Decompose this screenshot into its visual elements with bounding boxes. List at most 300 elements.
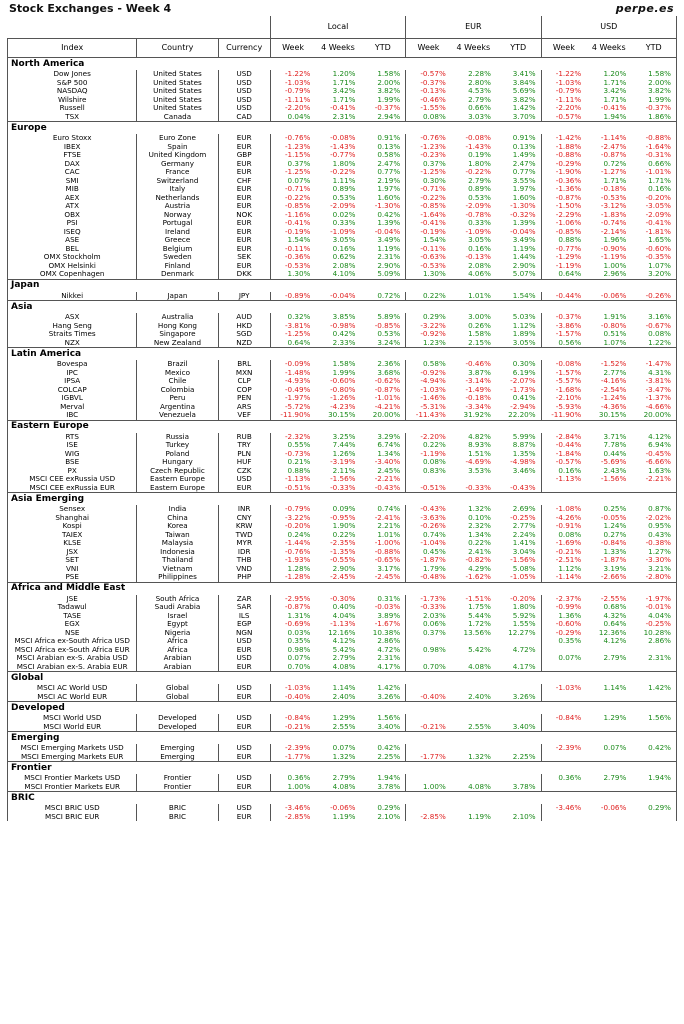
eur-week-cell: -0.19% [406,228,451,237]
table-row [8,386,677,395]
eur-week-cell: 0.29% [406,313,451,322]
usd-4weeks-cell: 4.12% [603,637,627,645]
local-week-cell: -1.48% [270,369,315,378]
usd-ytd-cell: 0.66% [631,160,676,169]
currency-cell: USD [218,104,270,113]
usd-4weeks-cell: -1.14% [600,134,627,142]
region-name: Global [8,672,677,685]
usd-week-cell: -0.60% [541,620,586,629]
index-name-cell: Nikkei [8,292,137,301]
local-week-cell: -1.23% [270,143,315,152]
local-ytd-cell: 3.26% [377,692,401,701]
local-week-cell: 0.36% [270,774,315,783]
eur-ytd-cell: -0.25% [510,513,536,522]
country-cell: Denmark [137,270,218,279]
country-cell: Global [137,693,218,702]
currency-cell: EUR [218,484,270,493]
index-name-cell: AEX [8,194,137,203]
region-header-row [8,301,677,314]
usd-week-cell [541,753,586,762]
usd-4weeks-cell: 2.96% [603,270,627,278]
eur-ytd-cell: -1.73% [510,385,536,394]
country-cell: Greece [137,236,218,245]
eur-ytd-cell: 1.97% [512,185,536,193]
usd-4weeks-cell: -1.83% [600,210,627,219]
country-cell: Czech Republic [137,467,218,476]
usd-week-cell: -0.29% [541,160,586,169]
index-name-cell: MSCI AC World USD [8,684,137,693]
eur-4weeks-cell: 4.08% [468,662,491,671]
index-name-cell: MSCI BRIC EUR [8,813,137,822]
table-row [8,113,677,122]
eur-ytd-cell: -0.20% [510,594,536,603]
eur-4weeks-cell: 4.08% [468,782,491,791]
usd-4weeks-cell: -0.84% [600,539,627,547]
local-ytd-cell: 3.82% [377,87,401,95]
eur-ytd-cell: 1.42% [512,104,536,112]
usd-4weeks-cell: 1.71% [603,176,627,185]
usd-ytd-cell: 0.43% [631,531,676,540]
index-name-cell: Dow Jones [8,70,137,79]
eur-week-cell: -0.51% [406,484,451,493]
usd-4weeks-cell [586,723,631,732]
eur-week-cell [406,774,451,783]
eur-week-cell: 1.23% [406,339,451,348]
index-name-cell: MSCI AC World EUR [8,693,137,702]
local-week-cell: -0.36% [270,253,315,262]
local-ytd-cell: -0.85% [374,321,401,330]
usd-ytd-cell: 6.94% [631,441,676,450]
usd-ytd-cell: -3.30% [631,556,676,565]
table-row [8,360,677,369]
local-week-cell: -0.87% [270,603,315,612]
local-week-cell: 0.70% [270,663,315,672]
usd-4weeks-cell: -2.14% [600,227,627,236]
local-ytd-cell: 0.74% [377,505,401,513]
local-week-cell: -1.25% [270,330,315,339]
eur-ytd-cell [496,475,541,484]
local-ytd-cell: 0.91% [377,134,401,142]
usd-4weeks-cell: 0.44% [603,449,627,458]
usd-4weeks-cell: -0.05% [600,513,627,522]
country-cell: Frontier [137,783,218,792]
local-4weeks-cell: -0.30% [330,594,356,603]
group-header-local: Local [270,16,405,39]
usd-ytd-cell: -1.97% [631,595,676,604]
local-week-cell: -1.25% [270,168,315,177]
usd-ytd-cell: 2.86% [631,637,676,646]
eur-4weeks-cell: -0.08% [465,134,491,142]
eur-4weeks-cell: 1.32% [468,752,491,761]
eur-ytd-cell: 0.30% [512,360,536,368]
eur-4weeks-cell: -1.49% [465,385,491,394]
currency-cell: EUR [218,245,270,254]
eur-4weeks-cell: 1.80% [468,159,491,168]
usd-week-cell: 1.36% [541,612,586,621]
eur-4weeks-cell [451,714,496,723]
table-row [8,377,677,386]
usd-ytd-cell: 2.31% [631,654,676,663]
usd-week-cell: -1.57% [541,330,586,339]
usd-4weeks-cell: 3.71% [603,432,627,441]
local-ytd-cell: -2.21% [374,475,401,483]
eur-ytd-cell: 3.82% [512,95,536,104]
usd-week-cell: -0.44% [541,441,586,450]
region-header-row [8,672,677,685]
usd-week-cell: -0.84% [541,714,586,723]
country-cell: Hungary [137,458,218,467]
eur-4weeks-cell: 3.87% [468,368,491,377]
index-name-cell: BSE [8,458,137,467]
currency-cell: NZD [218,339,270,348]
currency-cell: TWD [218,531,270,540]
local-4weeks-cell: 3.05% [332,236,356,244]
table-row [8,646,677,655]
eur-week-cell: 0.08% [406,113,451,122]
usd-ytd-cell: 0.42% [631,744,676,753]
region-header-row [8,702,677,715]
eur-ytd-cell: -0.43% [510,483,536,492]
eur-week-cell: 0.70% [406,663,451,672]
local-ytd-cell: 3.17% [377,564,401,573]
usd-week-cell: -0.99% [541,603,586,612]
eur-week-cell [406,804,451,813]
usd-4weeks-cell: 3.42% [603,87,627,95]
usd-week-cell: -0.37% [541,313,586,322]
usd-week-cell: -0.29% [541,629,586,638]
usd-ytd-cell: -0.60% [631,245,676,254]
usd-4weeks-cell [586,783,631,792]
country-cell: United States [137,96,218,105]
eur-week-cell: -0.37% [406,79,451,88]
local-week-cell: 0.88% [270,467,315,476]
index-name-cell: Tadawul [8,603,137,612]
local-4weeks-cell: 4.10% [332,270,356,278]
eur-ytd-cell: -1.56% [510,556,536,564]
local-4weeks-cell: 3.42% [332,87,356,95]
index-name-cell: Merval [8,403,137,412]
country-cell: Emerging [137,753,218,762]
currency-cell: SEK [218,253,270,262]
local-4weeks-cell: 0.40% [332,603,356,611]
local-week-cell: -1.15% [270,151,315,160]
country-cell: Mexico [137,369,218,378]
eur-ytd-cell: 3.49% [512,236,536,244]
eur-ytd-cell: 4.72% [512,645,536,654]
usd-week-cell: -0.85% [541,228,586,237]
local-ytd-cell: 5.09% [377,270,401,278]
usd-ytd-cell: -2.80% [631,573,676,582]
country-cell: Developed [137,714,218,723]
local-week-cell: -0.41% [270,219,315,228]
usd-week-cell: -0.79% [541,87,586,96]
table-row [8,684,677,693]
local-4weeks-cell: -0.60% [330,377,356,385]
local-ytd-cell: -4.21% [374,402,401,411]
local-4weeks-cell: -0.08% [330,134,356,142]
country-cell: Brazil [137,360,218,369]
currency-cell: VEF [218,411,270,420]
eur-4weeks-cell: 1.32% [468,505,491,513]
eur-ytd-cell: 2.47% [512,159,536,168]
usd-ytd-cell: -3.47% [631,386,676,395]
eur-ytd-cell: 3.46% [512,466,536,475]
usd-ytd-cell: -0.26% [631,292,676,301]
eur-4weeks-cell: -0.13% [465,253,491,261]
country-cell: Peru [137,394,218,403]
index-name-cell: PSE [8,573,137,582]
usd-week-cell: -2.20% [541,104,586,113]
currency-cell: NOK [218,211,270,220]
region-name: Developed [8,702,677,715]
index-name-cell: PSI [8,219,137,228]
eur-ytd-cell: 3.70% [512,112,536,121]
eur-ytd-cell: 2.90% [512,261,536,270]
table-row [8,253,677,262]
usd-week-cell: -1.03% [541,684,586,693]
local-4weeks-cell: 1.58% [332,360,356,368]
table-row [8,369,677,378]
eur-ytd-cell: -0.04% [510,227,536,236]
country-cell: BRIC [137,813,218,822]
usd-4weeks-cell: -2.66% [600,573,627,581]
table-row [8,783,677,792]
table-row [8,270,677,279]
index-name-cell: Shanghai [8,514,137,523]
eur-ytd-cell: 2.69% [512,505,536,513]
eur-4weeks-cell: -0.33% [465,483,491,492]
local-week-cell: -0.76% [270,134,315,143]
usd-ytd-cell [631,663,676,672]
index-name-cell: ASE [8,236,137,245]
eur-4weeks-cell: 2.79% [468,176,491,185]
index-name-cell: IBEX [8,143,137,152]
eur-ytd-cell [496,744,541,753]
local-4weeks-cell: 2.33% [332,338,356,347]
index-name-cell: IBC [8,411,137,420]
eur-ytd-cell: 1.89% [512,330,536,338]
usd-4weeks-cell: -2.47% [600,142,627,151]
eur-4weeks-cell [451,475,496,484]
table-row [8,185,677,194]
eur-4weeks-cell: 3.53% [468,466,491,475]
usd-ytd-cell: -0.45% [631,450,676,459]
eur-ytd-cell [496,684,541,693]
country-cell: Netherlands [137,194,218,203]
stock-exchange-table [7,16,677,821]
country-cell: Colombia [137,386,218,395]
usd-week-cell: -2.39% [541,744,586,753]
eur-week-cell: -1.73% [406,595,451,604]
currency-cell: EUR [218,185,270,194]
usd-ytd-cell [631,723,676,732]
local-ytd-cell: 0.77% [377,168,401,176]
currency-cell: EUR [218,753,270,762]
table-row [8,693,677,702]
local-4weeks-cell: -3.19% [330,458,356,466]
eur-ytd-cell: 1.41% [512,539,536,547]
local-week-cell: 0.21% [270,458,315,467]
eur-ytd-cell: 1.60% [512,193,536,202]
usd-4weeks-cell: -2.55% [600,594,627,603]
region-name: Africa and Middle East [8,582,677,595]
country-cell: BRIC [137,804,218,813]
usd-ytd-cell: -0.25% [631,620,676,629]
usd-week-cell: -1.13% [541,475,586,484]
eur-ytd-cell: 1.44% [512,253,536,261]
eur-week-cell: 1.30% [406,270,451,279]
column-header-usd-week: Week [541,39,586,58]
currency-cell: USD [218,475,270,484]
usd-ytd-cell: 1.07% [631,262,676,271]
index-name-cell: S&P 500 [8,79,137,88]
eur-week-cell: -11.43% [406,411,451,420]
local-ytd-cell: 3.49% [377,236,401,244]
country-cell: Africa [137,637,218,646]
local-week-cell: 1.54% [270,236,315,245]
usd-4weeks-cell: 0.72% [603,159,627,168]
usd-4weeks-cell: 1.94% [603,112,627,121]
table-row [8,79,677,88]
local-4weeks-cell: 3.25% [332,432,356,441]
eur-ytd-cell [496,774,541,783]
usd-ytd-cell: 0.08% [631,330,676,339]
table-row [8,663,677,672]
local-ytd-cell: 1.42% [377,684,401,692]
group-header-row [8,16,677,39]
table-row [8,313,677,322]
eur-ytd-cell: 0.41% [512,394,536,402]
usd-week-cell [541,783,586,792]
index-name-cell: OMX Copenhagen [8,270,137,279]
country-cell: United States [137,104,218,113]
eur-4weeks-cell: 1.01% [468,291,491,300]
local-week-cell: -1.93% [270,556,315,565]
country-cell: India [137,505,218,514]
country-cell: Turkey [137,441,218,450]
usd-ytd-cell: 1.65% [631,236,676,245]
index-name-cell: Russell [8,104,137,113]
local-ytd-cell: 3.40% [377,722,401,731]
currency-cell: SAR [218,603,270,612]
local-week-cell: -0.11% [270,245,315,254]
usd-4weeks-cell: -0.18% [600,185,627,193]
local-ytd-cell: -0.65% [374,556,401,564]
usd-ytd-cell [631,693,676,702]
local-4weeks-cell: -0.80% [330,385,356,394]
index-name-cell: MSCI Frontier Markets USD [8,774,137,783]
table-row [8,236,677,245]
index-name-cell: Hang Seng [8,322,137,331]
currency-cell: EUR [218,134,270,143]
eur-4weeks-cell: -1.51% [465,594,491,603]
index-name-cell: IPSA [8,377,137,386]
table-row [8,723,677,732]
currency-cell: NGN [218,629,270,638]
usd-ytd-cell: -0.38% [631,539,676,548]
eur-ytd-cell: 8.87% [512,441,536,449]
local-week-cell: 0.07% [270,177,315,186]
usd-4weeks-cell [586,753,631,762]
eur-4weeks-cell: 3.03% [468,112,491,121]
local-4weeks-cell: 1.71% [332,78,356,87]
eur-week-cell [406,744,451,753]
usd-week-cell: -5.57% [541,377,586,386]
local-week-cell: -1.16% [270,211,315,220]
usd-ytd-cell: -0.35% [631,253,676,262]
eur-ytd-cell: 5.69% [512,87,536,95]
usd-4weeks-cell: -0.87% [600,151,627,159]
usd-week-cell: -0.57% [541,458,586,467]
region-header-row [8,58,677,71]
usd-week-cell: -0.21% [541,548,586,557]
usd-week-cell: -0.87% [541,194,586,203]
currency-cell: EUR [218,143,270,152]
country-cell: Malaysia [137,539,218,548]
usd-week-cell: -1.88% [541,143,586,152]
usd-4weeks-cell: 1.71% [603,78,627,87]
currency-cell: EUR [218,228,270,237]
local-ytd-cell: 1.58% [377,70,401,78]
currency-cell: PHP [218,573,270,582]
usd-week-cell: 0.88% [541,236,586,245]
usd-week-cell: -2.51% [541,556,586,565]
country-cell: Philippines [137,573,218,582]
usd-ytd-cell: 1.56% [631,714,676,723]
usd-ytd-cell: -1.64% [631,143,676,152]
usd-ytd-cell: 1.94% [631,774,676,783]
index-name-cell: KLSE [8,539,137,548]
local-4weeks-cell: 1.71% [332,95,356,104]
column-header-eur-week: Week [406,39,451,58]
local-ytd-cell: 10.38% [372,628,401,637]
local-4weeks-cell: -1.43% [330,142,356,151]
eur-4weeks-cell: -2.09% [465,202,491,210]
local-week-cell: 0.04% [270,113,315,122]
local-week-cell: -0.51% [270,484,315,493]
eur-week-cell: 2.03% [406,612,451,621]
local-ytd-cell: 2.36% [377,360,401,368]
country-cell: Portugal [137,219,218,228]
eur-ytd-cell: -4.98% [510,458,536,466]
country-cell: South Africa [137,595,218,604]
country-cell: Argentina [137,403,218,412]
local-4weeks-cell: 0.89% [332,185,356,193]
usd-ytd-cell: -1.37% [631,394,676,403]
eur-week-cell: 0.45% [406,548,451,557]
country-cell: Russia [137,433,218,442]
usd-4weeks-cell: 0.51% [603,330,627,338]
currency-cell: USD [218,70,270,79]
local-week-cell: 1.28% [270,565,315,574]
eur-4weeks-cell: 0.89% [468,185,491,193]
usd-week-cell: -1.69% [541,539,586,548]
local-4weeks-cell: 1.11% [332,176,356,185]
usd-4weeks-cell: 1.29% [603,714,627,722]
local-ytd-cell: 1.34% [377,449,401,458]
local-ytd-cell: 1.19% [377,244,401,253]
local-week-cell: -0.89% [270,292,315,301]
usd-4weeks-cell: 0.07% [603,744,627,752]
usd-week-cell: -1.68% [541,386,586,395]
currency-cell: GBP [218,151,270,160]
local-4weeks-cell: 1.32% [332,752,356,761]
eur-week-cell: 0.08% [406,458,451,467]
usd-week-cell [541,723,586,732]
eur-week-cell: -0.11% [406,245,451,254]
local-week-cell: -1.03% [270,79,315,88]
currency-cell: EUR [218,693,270,702]
